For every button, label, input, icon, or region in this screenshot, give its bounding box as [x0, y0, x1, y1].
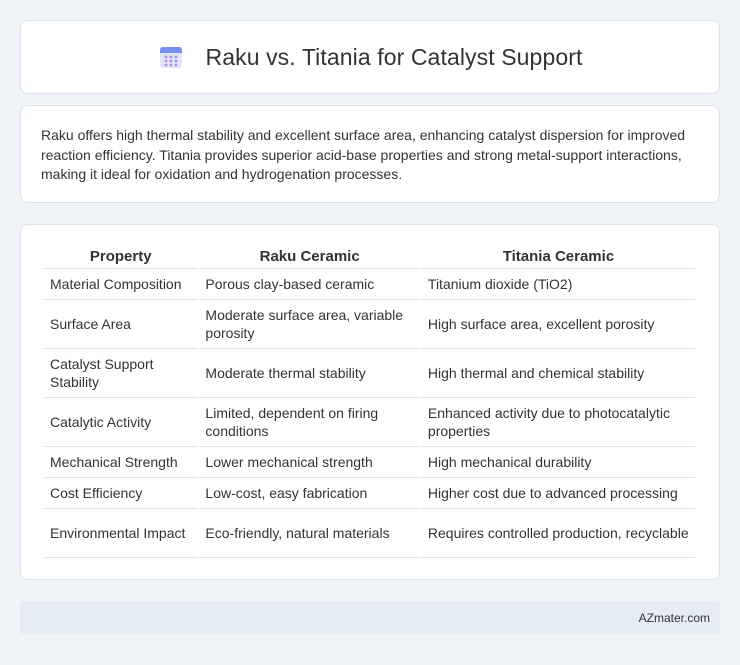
cell-raku: Limited, dependent on firing conditions — [199, 398, 419, 447]
cell-titania: High mechanical durability — [422, 447, 695, 478]
intro-paragraph: Raku offers high thermal stability and excellent surface area, enhancing catalyst dispersion for improved reaction efficiency. Titania provides superior acid-base properties and strong metal-support interactions, making it ideal for oxidation and hydrogenation processes. — [41, 127, 686, 182]
footer-bar — [20, 601, 720, 634]
cell-raku: Porous clay-based ceramic — [199, 269, 419, 300]
header-property: Property — [44, 245, 197, 269]
cell-titania: Enhanced activity due to photocatalytic properties — [422, 398, 695, 447]
table-row — [44, 447, 695, 478]
cell-property: Mechanical Strength — [44, 447, 197, 478]
cell-titania: Titanium dioxide (TiO2) — [422, 269, 695, 300]
header-card — [20, 20, 720, 94]
cell-raku: Lower mechanical strength — [199, 447, 419, 478]
cell-property: Surface Area — [44, 300, 197, 349]
cell-titania: High surface area, excellent porosity — [422, 300, 695, 349]
header-titania: Titania Ceramic — [422, 245, 695, 269]
cell-property: Material Composition — [44, 269, 197, 300]
cell-titania: Requires controlled production, recyclable — [422, 509, 695, 558]
cell-raku: Moderate surface area, variable porosity — [199, 300, 419, 349]
cell-titania: Higher cost due to advanced processing — [422, 478, 695, 509]
table-row — [44, 478, 695, 509]
table-row — [44, 509, 695, 558]
table-row — [44, 300, 695, 349]
intro-card — [20, 105, 720, 203]
cell-raku: Moderate thermal stability — [199, 349, 419, 398]
cell-raku: Eco-friendly, natural materials — [199, 509, 419, 558]
cell-property: Catalyst Support Stability — [44, 349, 197, 398]
cell-property: Catalytic Activity — [44, 398, 197, 447]
header-raku: Raku Ceramic — [199, 245, 419, 269]
cell-property: Cost Efficiency — [44, 478, 197, 509]
table-row — [44, 349, 695, 398]
comparison-card — [20, 224, 720, 580]
cell-titania: High thermal and chemical stability — [422, 349, 695, 398]
footer-site-link[interactable]: AZmater.com — [638, 610, 710, 625]
calendar-icon — [158, 44, 184, 70]
table-header-row — [44, 245, 695, 269]
title-wrap — [158, 44, 583, 71]
cell-property: Environmental Impact — [44, 509, 197, 558]
table-row — [44, 269, 695, 300]
page-title: Raku vs. Titania for Catalyst Support — [205, 43, 583, 70]
comparison-table — [42, 245, 697, 558]
cell-raku: Low-cost, easy fabrication — [199, 478, 419, 509]
table-row — [44, 398, 695, 447]
